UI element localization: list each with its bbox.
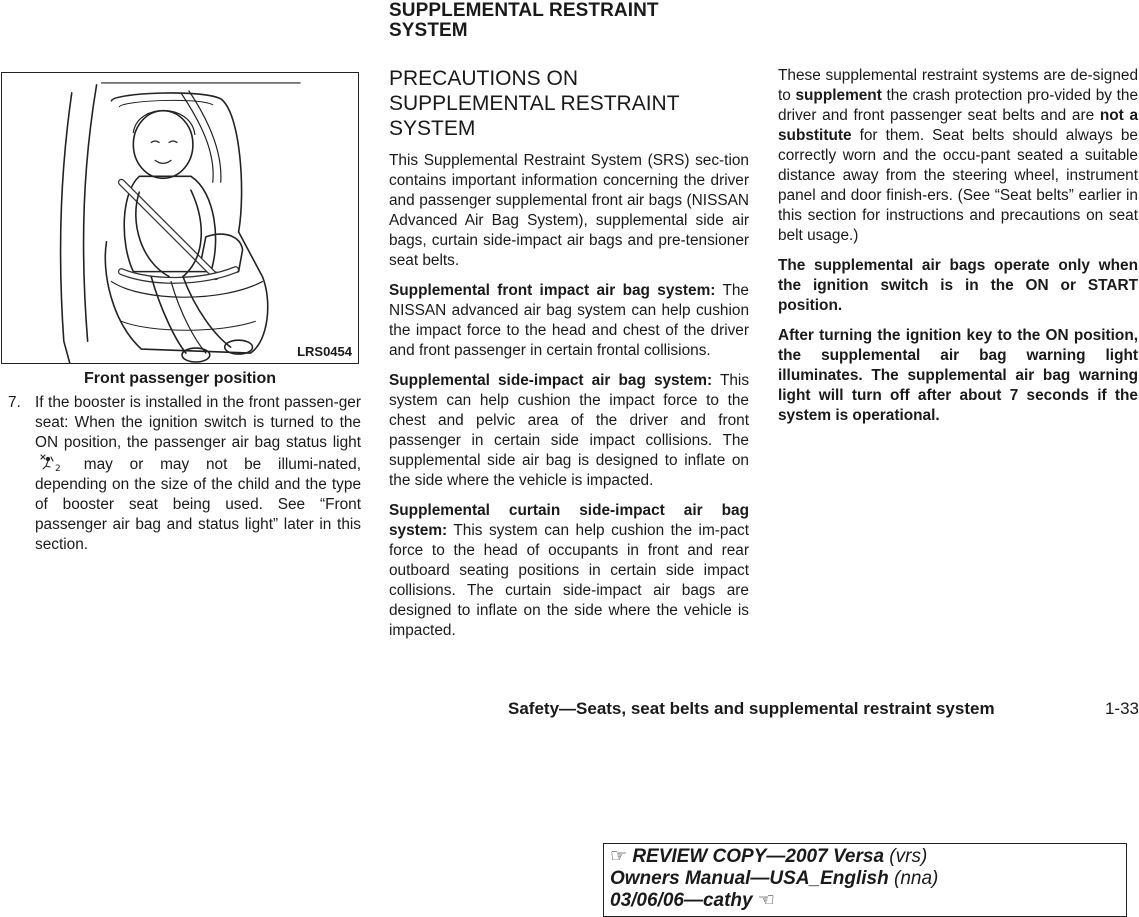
- booster-text-part-2: may or may not be illumi-nated, depending on the size of the child and the type of booster seat being used. See “Front passenger air bag and status light” later in this section.: [35, 456, 361, 553]
- side-airbag-paragraph: [389, 371, 749, 491]
- booster-seat-drawing: [2, 73, 358, 363]
- footer-section-title: Safety—Seats, seat belts and supplemental restraint system: [508, 699, 995, 718]
- supplement-paragraph: [778, 66, 1138, 246]
- column-1-text: [8, 393, 361, 555]
- review-copy-box: [603, 843, 1127, 917]
- review-line-1: [610, 846, 1120, 868]
- side-airbag-title: Supplemental side-impact air bag system:: [389, 372, 713, 389]
- page-number: 1-33: [1104, 699, 1139, 718]
- side-airbag-text: This system can help cushion the impact force to the chest and pelvic area of the driver and front passenger in certain side impact collisions. The supplemental side air bag is designed to inflate on the side where the vehicle is impacted.: [389, 372, 750, 489]
- figure-caption: Front passenger position: [83, 370, 276, 387]
- review-line-3: [610, 890, 1120, 912]
- srs-intro-paragraph: This Supplemental Restraint System (SRS) sec-tion contains important information concerning the driver and passenger supplemental front air bags (NISSAN Advanced Air Bag System), supplemental side air bags, curtain side-impact air bags and pre-tensioner seat belts.: [389, 152, 749, 269]
- warning-light-paragraph: After turning the ignition key to the ON position, the supplemental air bag warning light illuminates. The supplemental air bag warning light will turn off after about 7 seconds if the system is operational.: [778, 327, 1138, 424]
- review-lang-code: (nna): [894, 868, 939, 889]
- curtain-airbag-title: Supplemental curtain side-impact air bag system:: [389, 502, 749, 539]
- list-number: 7.: [8, 394, 21, 411]
- child-booster-seat-illustration: [1, 72, 359, 364]
- pointing-hand-icon: ☞: [610, 846, 628, 867]
- passenger-airbag-status-icon: [39, 453, 63, 473]
- airbag-operation-paragraph: The supplemental air bags operate only when the ignition switch is in the ON or START position.: [778, 257, 1138, 314]
- supplement-text-b: the crash protection pro-vided by the driver and front passenger seat belts and are: [778, 87, 1138, 124]
- front-airbag-paragraph: [389, 281, 749, 361]
- column-3-text: [778, 66, 1138, 436]
- curtain-airbag-text: This system can help cushion the im-pact force to the head of occupants in front and rear outboard seating positions in certain side impact collisions. The curtain side-impact air bags are designed to inflate on the side where the vehicle is impacted.: [389, 522, 749, 639]
- heading-line-2: SUPPLEMENTAL RESTRAINT: [389, 92, 680, 115]
- review-line-2: [610, 868, 1120, 890]
- section-header: [389, 1, 659, 41]
- supplement-text-c: for them. Seat belts should always be correctly worn and the occu-pant seated a suitable distance away from the steering wheel, instrument panel and door finish-ers. (See “Seat belts” earlier in this section for instructions and precautions on seat belt usage.): [778, 127, 1138, 244]
- front-airbag-title: Supplemental front impact air bag system:: [389, 282, 716, 299]
- precautions-heading: [389, 66, 749, 141]
- heading-line-3: SYSTEM: [389, 117, 476, 140]
- front-airbag-text: The NISSAN advanced air bag system can help cushion the impact force to the head and chest of the driver and front passenger in certain frontal collisions.: [389, 282, 749, 359]
- svg-text:2: 2: [55, 464, 61, 473]
- review-title: REVIEW COPY—2007 Versa: [632, 846, 885, 867]
- booster-text-part-1: If the booster is installed in the front passen-ger seat: When the ignition switch is turned to the ON position, the passenger air bag status light: [35, 394, 361, 451]
- supplement-bold-1: supplement: [795, 87, 882, 104]
- figure-code: LRS0454: [297, 344, 352, 359]
- header-line-1: SUPPLEMENTAL RESTRAINT: [389, 0, 659, 21]
- pointing-hand-left-icon: ☜: [757, 890, 775, 911]
- curtain-airbag-paragraph: [389, 501, 749, 641]
- heading-line-1: PRECAUTIONS ON: [389, 67, 579, 90]
- supplement-bold-2: not a substitute: [778, 107, 1138, 144]
- review-model-code: (vrs): [889, 846, 928, 867]
- supplement-text-a: These supplemental restraint systems are de-signed to: [778, 67, 1138, 104]
- header-line-2: SYSTEM: [389, 20, 468, 41]
- review-manual: Owners Manual—USA_English: [610, 868, 889, 889]
- list-item-body: [35, 393, 361, 555]
- review-date: 03/06/06—cathy: [610, 890, 753, 911]
- page-footer: [508, 699, 1139, 719]
- column-2-text: [389, 66, 749, 651]
